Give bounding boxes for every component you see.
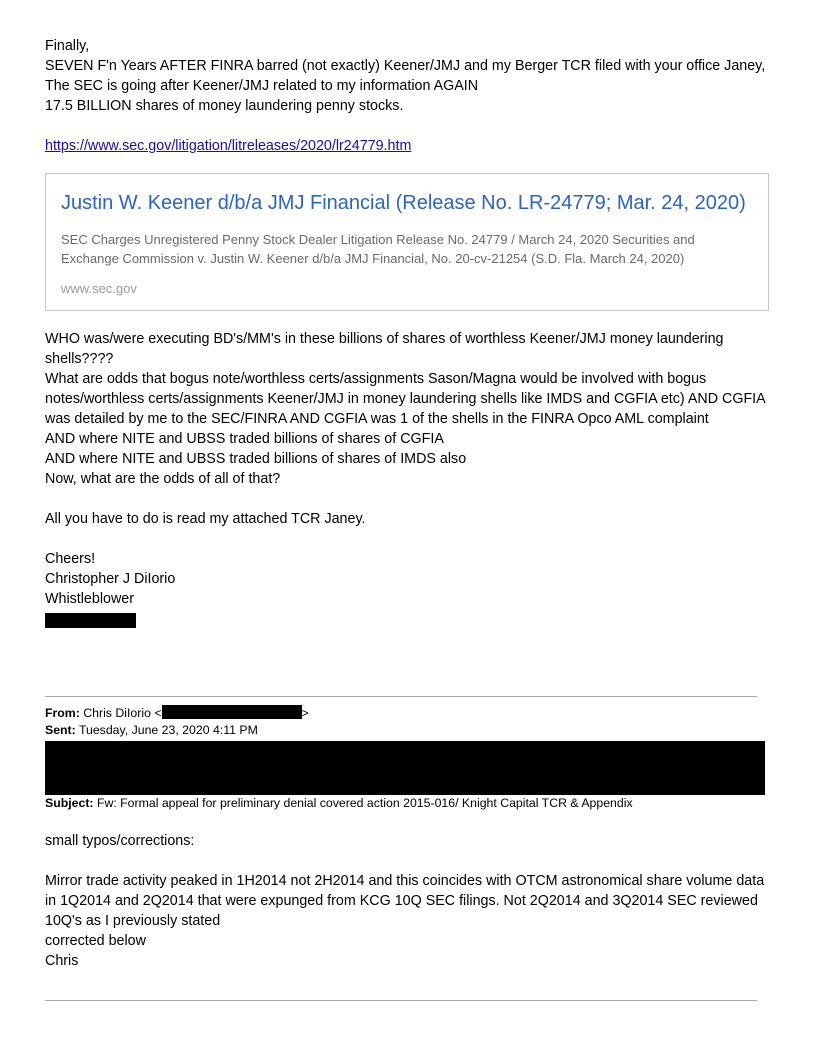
forwarded-intro-text: small typos/corrections:: [45, 833, 195, 849]
body-line: WHO was/were executing BD's/MM's in these billions of shares of worthless Keener/JMJ money laundering shells????: [45, 331, 724, 367]
preview-title[interactable]: Justin W. Keener d/b/a JMJ Financial (Release No. LR-24779; Mar. 24, 2020): [61, 192, 746, 214]
forwarded-line: corrected below: [45, 933, 146, 949]
divider: [45, 1000, 757, 1001]
from-value: Chris DiIorio <: [83, 706, 162, 720]
sent-value: Tuesday, June 23, 2020 4:11 PM: [78, 723, 258, 737]
intro-line: Finally,: [45, 38, 90, 54]
signature: [45, 549, 775, 609]
forwarded-intro: [45, 831, 775, 851]
tcr-note: [45, 509, 775, 529]
body-paragraph: [45, 329, 775, 489]
from-suffix: >: [301, 706, 309, 720]
preview-domain: www.sec.gov: [61, 281, 137, 296]
divider: [45, 696, 757, 697]
from-row: [45, 705, 309, 722]
intro-line: The SEC is going after Keener/JMJ related to my information AGAIN: [45, 78, 479, 94]
sec-release-link[interactable]: https://www.sec.gov/litigation/litreleases/2020/lr24779.htm: [45, 138, 412, 154]
signoff-line: Cheers!: [45, 551, 96, 567]
forwarded-paragraph: [45, 871, 775, 971]
redaction-box: [45, 741, 765, 795]
subject-label: Subject:: [45, 796, 94, 810]
from-label: From:: [45, 706, 80, 720]
subject-row: [45, 795, 633, 812]
forwarded-paragraph-text: Mirror trade activity peaked in 1H2014 not 2H2014 and this coincides with OTCM astronomical share volume data in 1Q2014 and 2Q2014 that were expunged from KCG 10Q SEC filings. Not 2Q2014 and 3Q2014 SEC reviewed 10Q's as I previously stated: [45, 873, 765, 929]
forwarded-line: Chris: [45, 953, 79, 969]
redaction-box: [45, 613, 136, 628]
preview-description: SEC Charges Unregistered Penny Stock Dealer Litigation Release No. 24779 / March 24, 2020 Securities and Exchange Commission v. Justin W. Keener d/b/a JMJ Financial, No. 20-cv-21254 (S.D. Fla. March 24, 2020): [61, 232, 695, 266]
signoff-line: Whistleblower: [45, 591, 134, 607]
redaction-box: [162, 705, 302, 719]
sent-row: [45, 722, 258, 739]
intro-line: 17.5 BILLION shares of money laundering penny stocks.: [45, 98, 404, 114]
body-line: Now, what are the odds of all of that?: [45, 471, 281, 487]
intro-line: SEVEN F'n Years AFTER FINRA barred (not exactly) Keener/JMJ and my Berger TCR filed with your office Janey,: [45, 58, 766, 74]
link-preview-card[interactable]: [45, 173, 769, 311]
body-line: What are odds that bogus note/worthless certs/assignments Sason/Magna would be involved with bogus notes/worthless certs/assignments Keener/JMJ in money laundering shells like IMDS and CGFIA etc) AND CGFIA was detailed by me to the SEC/FINRA AND CGFIA was 1 of the shells in the FINRA Opco AML complaint: [45, 371, 765, 427]
intro-text: [45, 36, 775, 116]
signoff-line: Christopher J DiIorio: [45, 571, 176, 587]
sent-label: Sent:: [45, 723, 76, 737]
sec-link-container: [45, 136, 775, 156]
subject-value: Fw: Formal appeal for preliminary denial covered action 2015-016/ Knight Capital TCR & Appendix: [96, 796, 633, 810]
tcr-note-text: All you have to do is read my attached TCR Janey.: [45, 511, 366, 527]
body-line: AND where NITE and UBSS traded billions of shares of IMDS also: [45, 451, 467, 467]
body-line: AND where NITE and UBSS traded billions of shares of CGFIA: [45, 431, 444, 447]
